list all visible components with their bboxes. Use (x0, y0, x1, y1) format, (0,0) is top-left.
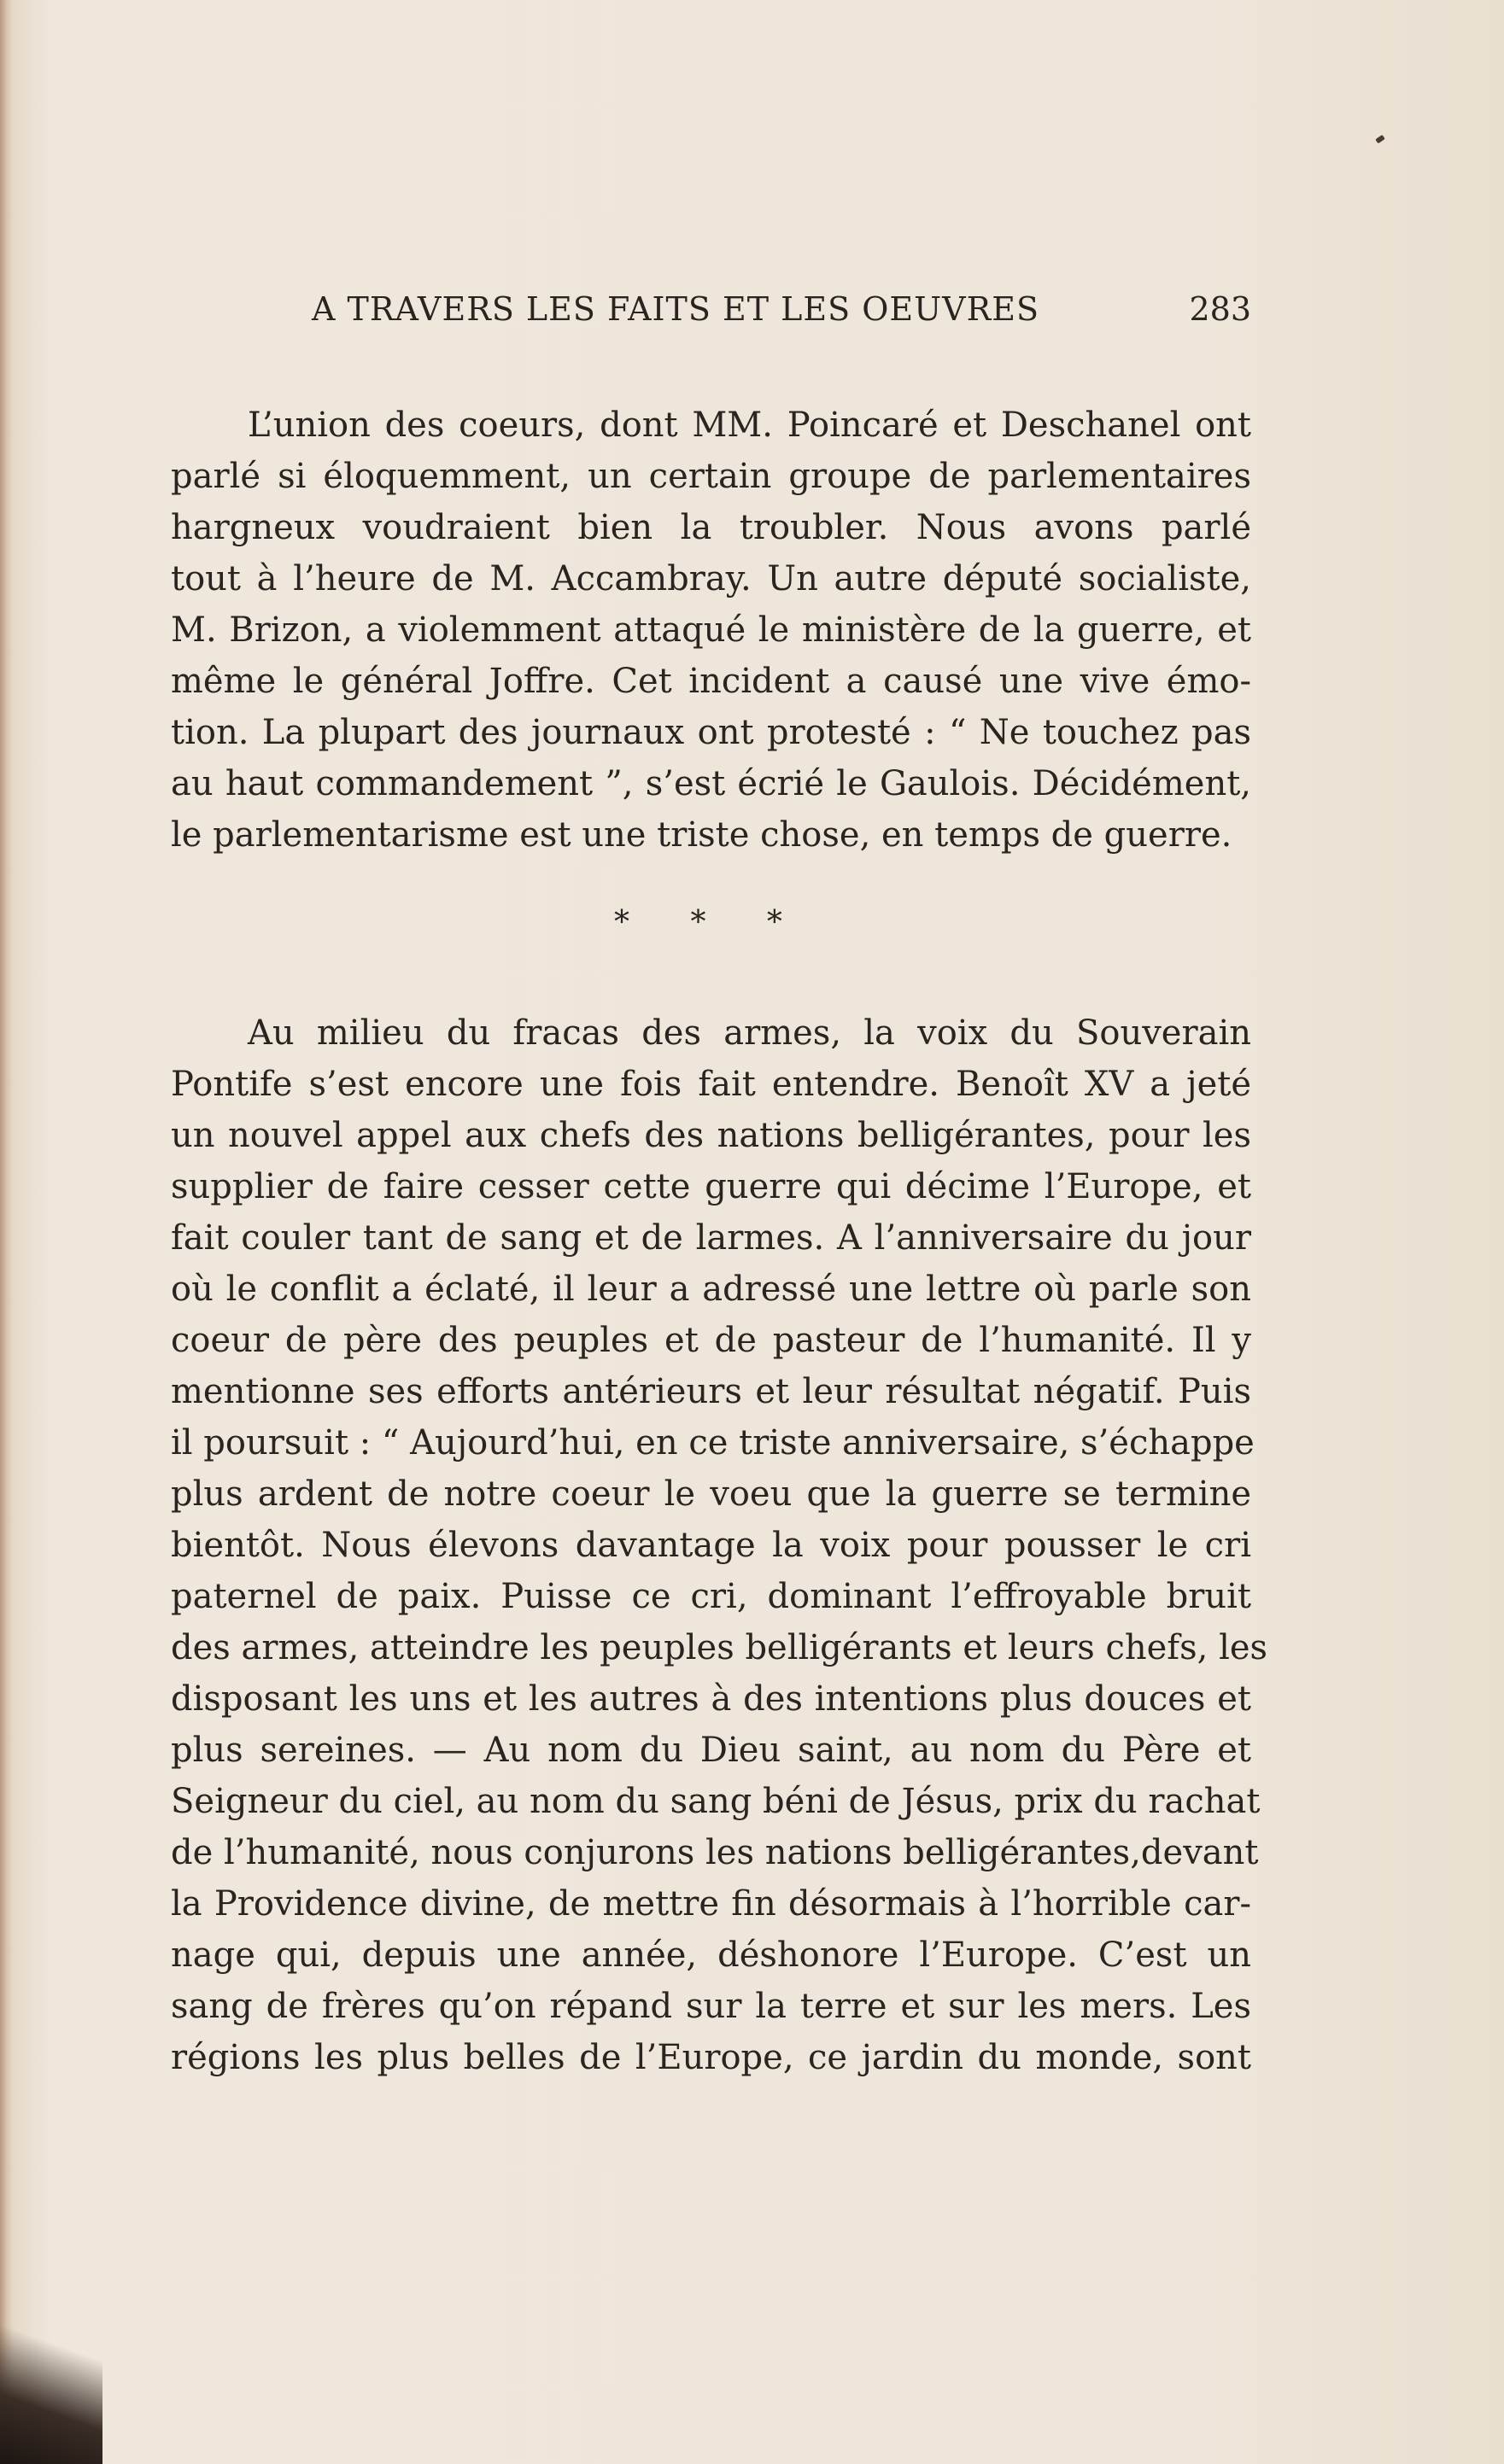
text-line: de l’humanité, nous conjurons les nations belligérantes,devant (171, 1833, 1259, 1872)
text-line: même le général Joffre. Cet incident a causé une vive émo- (171, 662, 1251, 701)
running-title: A TRAVERS LES FAITS ET LES OEUVRES (312, 290, 1039, 328)
text-line: sang de frères qu’on répand sur la terre et sur les mers. Les (171, 1987, 1251, 2026)
text-line: plus sereines. — Au nom du Dieu saint, au nom du Père et (171, 1731, 1251, 1770)
text-line: mentionne ses efforts antérieurs et leur résultat négatif. Puis (171, 1372, 1251, 1411)
paragraph-1 (171, 400, 1251, 861)
text-line: tion. La plupart des journaux ont protesté : “ Ne touchez pas (171, 713, 1251, 752)
text-line: paternel de paix. Puisse ce cri, dominant l’effroyable bruit (171, 1577, 1251, 1616)
text-line: hargneux voudraient bien la troubler. Nous avons parlé (171, 508, 1251, 547)
text-line: tout à l’heure de M. Accambray. Un autre député socialiste, (171, 559, 1251, 598)
page-header (171, 290, 1251, 342)
text-line: il poursuit : “ Aujourd’hui, en ce triste anniversaire, s’échappe (171, 1423, 1255, 1463)
text-line: bientôt. Nous élevons davantage la voix pour pousser le cri (171, 1526, 1251, 1565)
text-line: nage qui, depuis une année, déshonore l’Europe. C’est un (171, 1936, 1251, 1975)
page-number: 283 (1189, 290, 1251, 328)
text-line: supplier de faire cesser cette guerre qui décime l’Europe, et (171, 1167, 1251, 1206)
text-line: M. Brizon, a violemment attaqué le ministère de la guerre, et (171, 610, 1251, 650)
text-line: le parlementarisme est une triste chose, en temps de guerre. (171, 815, 1232, 855)
text-line: un nouvel appel aux chefs des nations belligérantes, pour les (171, 1116, 1251, 1155)
text-line: des armes, atteindre les peuples belligérants et leurs chefs, les (171, 1628, 1268, 1667)
section-separator: * * * (614, 905, 808, 940)
paragraph-2 (171, 1007, 1268, 2083)
corner-shadow (0, 2268, 102, 2464)
text-line: disposant les uns et les autres à des intentions plus douces et (171, 1679, 1251, 1719)
text-line: fait couler tant de sang et de larmes. A l’anniversaire du jour (171, 1218, 1251, 1258)
text-line: la Providence divine, de mettre fin désormais à l’horrible car- (171, 1884, 1251, 1924)
text-line: où le conflit a éclaté, il leur a adressé une lettre où parle son (171, 1270, 1251, 1309)
text-line: parlé si éloquemment, un certain groupe de parlementaires (171, 457, 1251, 496)
text-line: L’union des coeurs, dont MM. Poincaré et Deschanel ont (248, 406, 1251, 445)
text-line: Seigneur du ciel, au nom du sang béni de Jésus, prix du rachat (171, 1782, 1261, 1821)
text-line: plus ardent de notre coeur le voeu que la guerre se termine (171, 1474, 1251, 1514)
paper-speck (1375, 135, 1385, 144)
text-line: Pontife s’est encore une fois fait entendre. Benoît XV a jeté (171, 1065, 1251, 1104)
text-line: Au milieu du fracas des armes, la voix du Souverain (248, 1013, 1251, 1053)
text-line: coeur de père des peuples et de pasteur de l’humanité. Il y (171, 1321, 1251, 1360)
page-binding-edge (0, 0, 12, 2464)
text-line: régions les plus belles de l’Europe, ce jardin du monde, sont (171, 2038, 1251, 2077)
text-line: au haut commandement ”, s’est écrié le Gaulois. Décidément, (171, 764, 1251, 803)
